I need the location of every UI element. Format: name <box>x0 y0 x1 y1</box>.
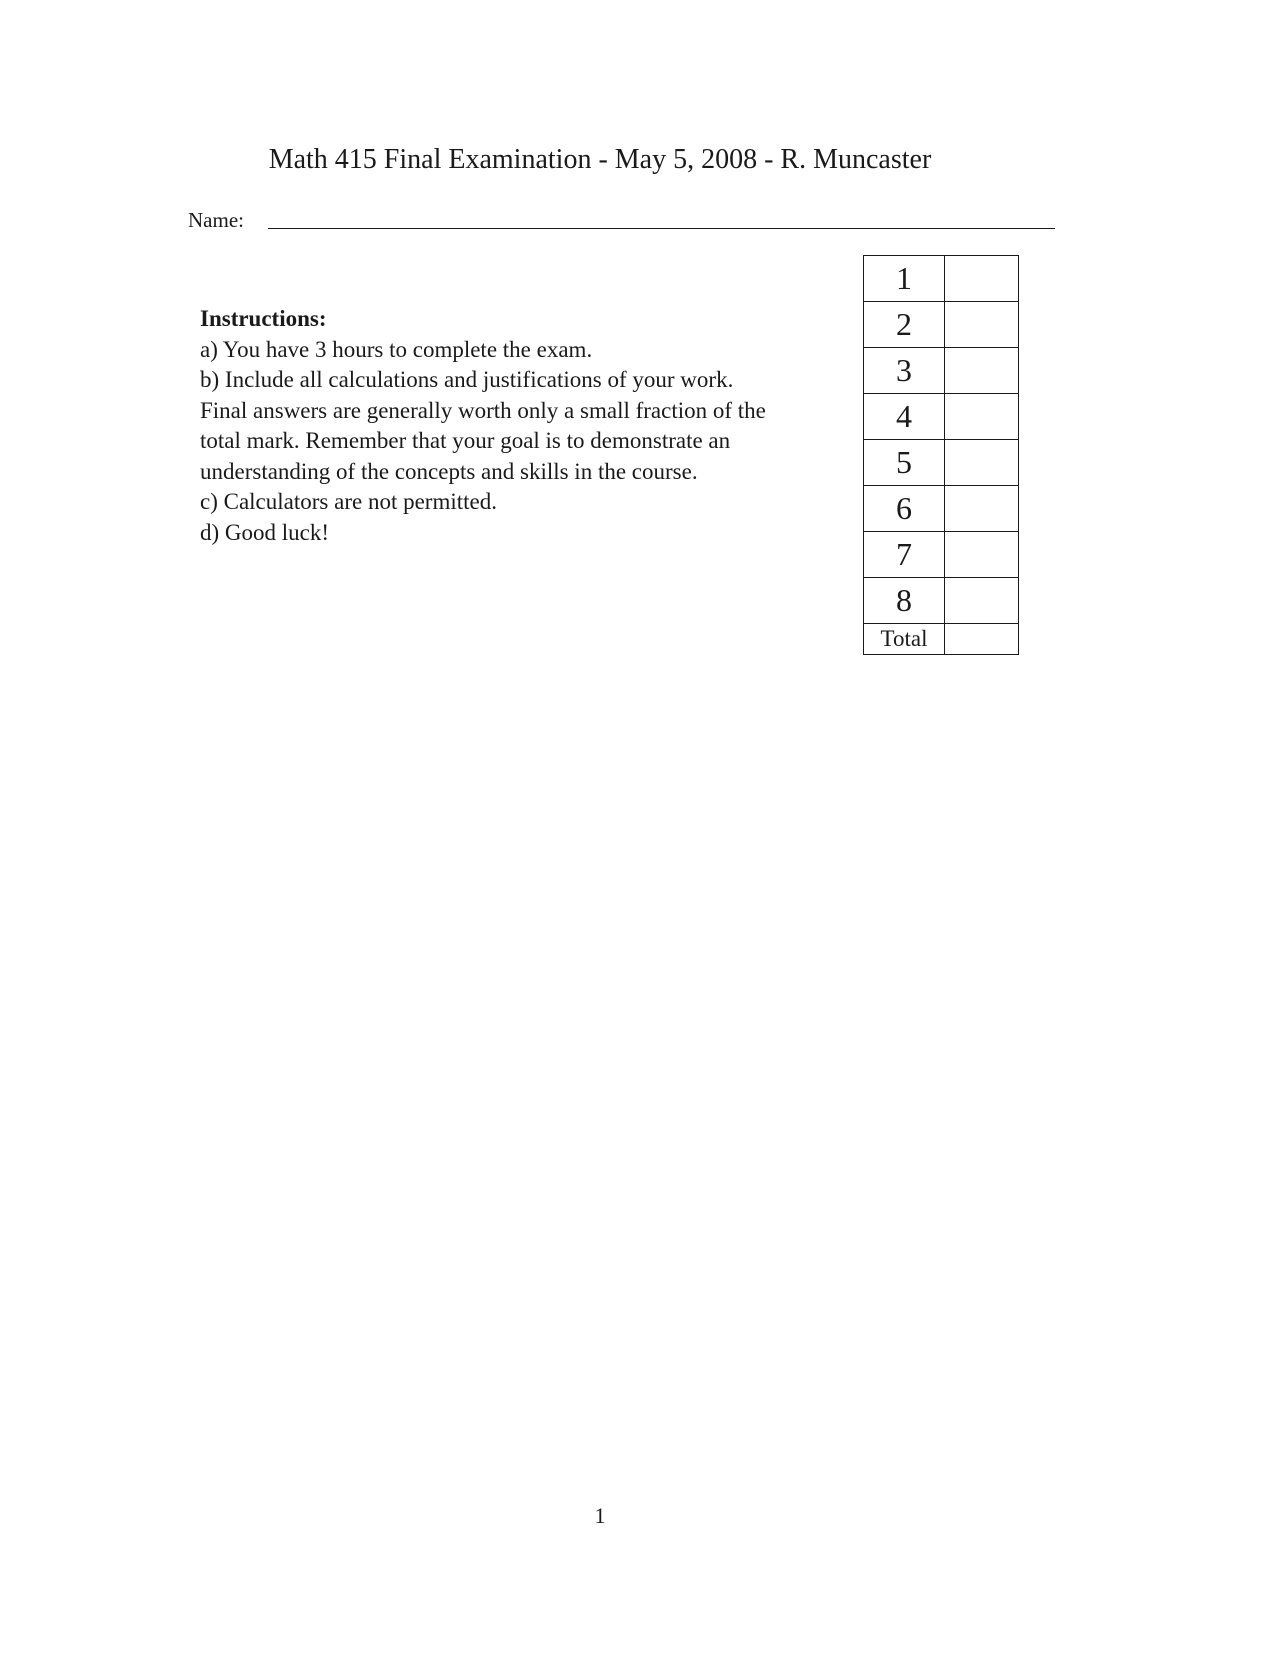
total-score-cell <box>945 624 1019 655</box>
score-cell <box>945 394 1019 440</box>
total-label: Total <box>864 624 945 655</box>
score-cell <box>945 256 1019 302</box>
score-row <box>864 532 1019 578</box>
score-row <box>864 256 1019 302</box>
instruction-note: Final answers are generally worth only a small fraction of the total mark. Remember that your goal is to demonstrate an understanding of the concepts and skills in the course. <box>200 397 766 484</box>
score-cell <box>945 348 1019 394</box>
question-number: 8 <box>864 578 945 624</box>
instructions-block <box>200 304 810 548</box>
instruction-a: a) You have 3 hours to complete the exam. <box>200 336 593 362</box>
score-row <box>864 394 1019 440</box>
page-number: 1 <box>594 1503 606 1528</box>
name-field-row <box>188 207 1055 237</box>
score-table <box>863 255 1019 655</box>
score-row <box>864 578 1019 624</box>
score-row <box>864 302 1019 348</box>
question-number: 7 <box>864 532 945 578</box>
page-title: Math 415 Final Examination - May 5, 2008 - R. Muncaster <box>268 144 932 175</box>
name-blank-line[interactable] <box>268 228 1055 229</box>
question-number: 1 <box>864 256 945 302</box>
score-cell <box>945 486 1019 532</box>
instruction-c: c) Calculators are not permitted. <box>200 489 497 514</box>
question-number: 6 <box>864 486 945 532</box>
instruction-b: b) Include all calculations and justifications of your work. <box>200 367 734 392</box>
score-row <box>864 440 1019 486</box>
name-label: Name: <box>188 208 244 232</box>
instructions-heading: Instructions: <box>200 306 327 331</box>
score-row <box>864 348 1019 394</box>
score-cell <box>945 302 1019 348</box>
score-row <box>864 486 1019 532</box>
question-number: 3 <box>864 348 945 394</box>
question-number: 5 <box>864 440 945 486</box>
score-cell <box>945 578 1019 624</box>
instruction-d: d) Good luck! <box>200 519 330 545</box>
score-cell <box>945 532 1019 578</box>
total-row <box>864 624 1019 655</box>
question-number: 4 <box>864 394 945 440</box>
question-number: 2 <box>864 302 945 348</box>
score-cell <box>945 440 1019 486</box>
